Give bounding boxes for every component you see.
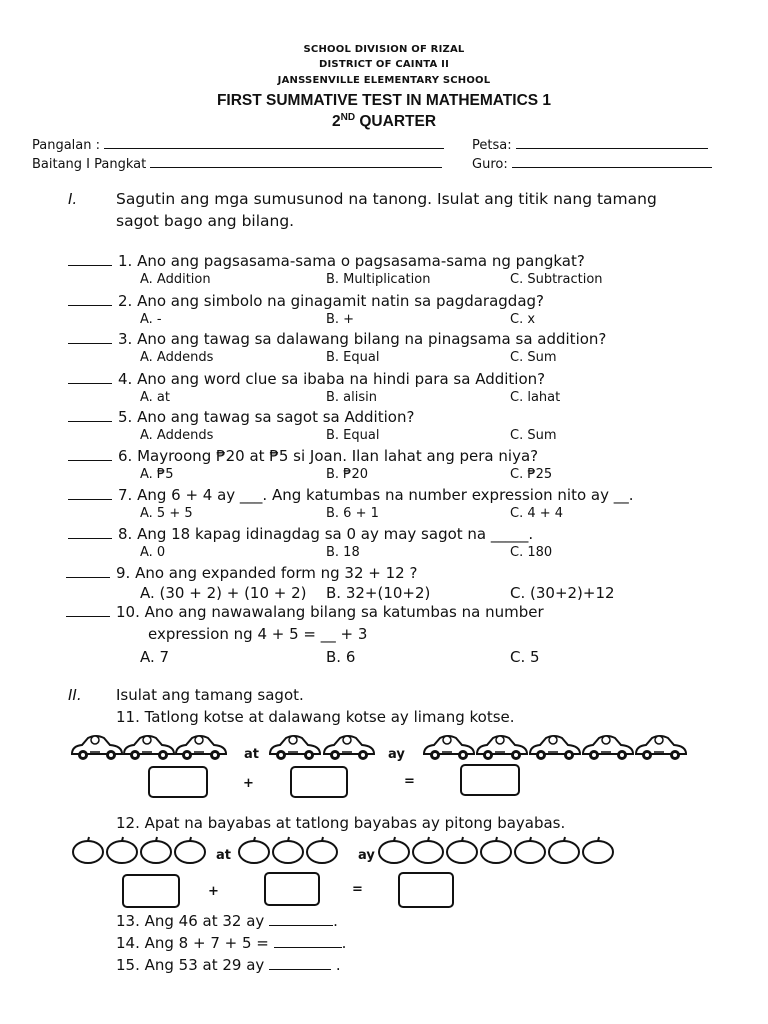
answer-blank-3[interactable]	[68, 330, 112, 344]
question-text: 3. Ano ang tawag sa dalawang bilang na pinagsama sa addition?	[118, 330, 607, 348]
question-text: 4. Ano ang word clue sa ibaba na hindi para sa Addition?	[118, 370, 546, 388]
question-14-text: 14. Ang 8 + 7 + 5 =	[116, 934, 269, 952]
teacher-blank[interactable]	[512, 155, 712, 168]
choice-b[interactable]: B. +	[326, 312, 355, 327]
guava-icon	[447, 837, 477, 863]
question-12: 12. Apat na bayabas at tatlong bayabas ay pitong bayabas.	[116, 814, 566, 832]
choice-b[interactable]: B. Multiplication	[326, 272, 431, 287]
choice-c[interactable]: C. 4 + 4	[510, 506, 564, 521]
choice-a[interactable]: A. Addition	[140, 272, 211, 287]
guava-icon	[481, 837, 511, 863]
plus-sign-11: +	[243, 776, 254, 791]
answer-blank-15[interactable]	[269, 956, 331, 970]
choice-c[interactable]: C. ₱25	[510, 467, 553, 482]
guava-icon	[379, 837, 409, 863]
guava-icon	[549, 837, 579, 863]
name-label: Pangalan :	[32, 138, 101, 153]
question-text: 10. Ano ang nawawalang bilang sa katumbas na number	[116, 603, 544, 621]
choice-b[interactable]: B. Equal	[326, 350, 380, 365]
district-name: DISTRICT OF CAINTA II	[319, 59, 449, 70]
answer-blank-2[interactable]	[68, 292, 112, 306]
choice-b[interactable]: B. 6	[326, 648, 356, 666]
word-ay-11: ay	[388, 747, 405, 762]
question-14	[116, 934, 346, 952]
teacher-label: Guro:	[472, 157, 508, 172]
name-field	[32, 136, 444, 153]
car-icon	[424, 736, 474, 760]
answer-blank-13[interactable]	[269, 912, 333, 926]
answer-box-12a[interactable]	[122, 874, 180, 908]
guava-icon	[515, 837, 545, 863]
question-8	[68, 525, 533, 543]
choice-b[interactable]: B. 18	[326, 545, 360, 560]
quarter-number: 2	[331, 113, 341, 131]
choice-c[interactable]: C. lahat	[510, 390, 561, 405]
part1-instruction: Sagutin ang mga sumusunod na tanong. Isulat ang titik nang tamang sagot bago ang bilang.	[116, 190, 657, 230]
answer-blank-1[interactable]	[68, 252, 112, 266]
question-13	[116, 912, 338, 930]
question-text: 9. Ano ang expanded form ng 32 + 12 ?	[116, 564, 418, 582]
quarter-word: QUARTER	[359, 113, 437, 131]
question-text: 6. Mayroong ₱20 at ₱5 si Joan. Ilan lahat ang pera niya?	[118, 447, 539, 465]
choice-b[interactable]: B. alisin	[326, 390, 377, 405]
choice-c[interactable]: C. (30+2)+12	[510, 584, 615, 602]
guava-icon	[413, 837, 443, 863]
test-title: FIRST SUMMATIVE TEST IN MATHEMATICS 1	[216, 92, 552, 109]
plus-sign-12: +	[208, 884, 219, 899]
question-text: 7. Ang 6 + 4 ay ___. Ang katumbas na number expression nito ay __.	[118, 486, 634, 504]
name-blank[interactable]	[104, 136, 444, 149]
word-at-11: at	[244, 747, 259, 762]
answer-blank-8[interactable]	[68, 525, 112, 539]
choice-a[interactable]: A. ₱5	[140, 467, 174, 482]
choice-c[interactable]: C. 180	[510, 545, 553, 560]
question-13-text: 13. Ang 46 at 32 ay	[116, 912, 265, 930]
car-icon	[324, 736, 374, 760]
answer-blank-6[interactable]	[68, 447, 112, 461]
question-2	[68, 292, 544, 310]
answer-box-11a[interactable]	[148, 766, 208, 798]
part2-instruction: Isulat ang tamang sagot.	[116, 686, 304, 704]
choice-a[interactable]: A. 7	[140, 648, 170, 666]
car-icon	[530, 736, 580, 760]
choice-a[interactable]: A. at	[140, 390, 170, 405]
answer-blank-4[interactable]	[68, 370, 112, 384]
question-9	[66, 564, 417, 582]
answer-blank-5[interactable]	[68, 408, 112, 422]
guava-icon	[583, 837, 613, 863]
answer-box-11b[interactable]	[290, 766, 348, 798]
question-5	[68, 408, 414, 426]
car-group-2	[268, 732, 380, 762]
car-group-3	[70, 732, 230, 762]
grade-field	[32, 155, 442, 172]
question-10	[66, 603, 544, 621]
choice-c[interactable]: C. Sum	[510, 350, 557, 365]
guava-icon	[175, 837, 205, 863]
question-4	[68, 370, 545, 388]
word-ay-12: ay	[358, 848, 375, 863]
choice-b[interactable]: B. Equal	[326, 428, 380, 443]
answer-box-12b[interactable]	[264, 872, 320, 906]
question-3	[68, 330, 606, 348]
choice-a[interactable]: A. 5 + 5	[140, 506, 193, 521]
guava-icon	[73, 837, 103, 863]
car-icon	[583, 736, 633, 760]
quarter-suffix: ND	[340, 112, 356, 123]
word-at-12: at	[216, 848, 231, 863]
answer-blank-9[interactable]	[66, 564, 110, 578]
question-6	[68, 447, 538, 465]
question-15-text: 15. Ang 53 at 29 ay	[116, 956, 265, 974]
question-15	[116, 956, 341, 974]
choice-b[interactable]: B. 6 + 1	[326, 506, 379, 521]
choice-c[interactable]: C. x	[510, 312, 536, 327]
grade-label: Baitang I Pangkat	[32, 157, 147, 172]
question-14-end: .	[341, 934, 347, 952]
division-name: SCHOOL DIVISION OF RIZAL	[303, 44, 465, 55]
school-name: JANSSENVILLE ELEMENTARY SCHOOL	[277, 75, 491, 86]
question-text: 2. Ano ang simbolo na ginagamit natin sa pagdaragdag?	[118, 292, 545, 310]
car-icon	[636, 736, 686, 760]
car-icon	[124, 736, 174, 760]
choice-a[interactable]: A. -	[140, 312, 162, 327]
choice-a[interactable]: A. Addends	[140, 350, 214, 365]
question-text: 1. Ano ang pagsasama-sama o pagsasama-sama ng pangkat?	[118, 252, 585, 270]
equals-sign-11: =	[404, 774, 415, 789]
choice-c[interactable]: C. Subtraction	[510, 272, 603, 287]
choice-a[interactable]: A. 0	[140, 545, 166, 560]
answer-box-11c[interactable]	[460, 764, 520, 796]
choice-c[interactable]: C. 5	[510, 648, 540, 666]
guava-icon	[107, 837, 137, 863]
car-icon	[270, 736, 320, 760]
choice-a[interactable]: A. (30 + 2) + (10 + 2)	[140, 584, 307, 602]
guava-group-7	[378, 836, 616, 864]
grade-blank[interactable]	[150, 155, 442, 168]
answer-box-12c[interactable]	[398, 872, 454, 908]
guava-group-4	[72, 836, 212, 864]
question-13-end: .	[333, 912, 338, 930]
date-field	[472, 136, 708, 153]
guava-icon	[141, 837, 171, 863]
question-text: 8. Ang 18 kapag idinagdag sa 0 ay may sagot na _____.	[118, 525, 534, 543]
equals-sign-12: =	[352, 882, 363, 897]
car-icon	[72, 736, 122, 760]
question-11: 11. Tatlong kotse at dalawang kotse ay limang kotse.	[116, 708, 515, 726]
date-label: Petsa:	[472, 138, 512, 153]
question-text-continued: expression ng 4 + 5 = __ + 3	[148, 625, 368, 643]
teacher-field	[472, 155, 712, 172]
choice-a[interactable]: A. Addends	[140, 428, 214, 443]
guava-icon	[273, 837, 303, 863]
part2-numeral: II.	[68, 686, 82, 704]
choice-b[interactable]: B. ₱20	[326, 467, 368, 482]
guava-icon	[307, 837, 337, 863]
answer-blank-10[interactable]	[66, 603, 110, 617]
part1-numeral: I.	[68, 190, 78, 208]
question-1	[68, 252, 585, 270]
quarter-label	[0, 112, 768, 131]
choice-c[interactable]: C. Sum	[510, 428, 557, 443]
date-blank[interactable]	[516, 136, 708, 149]
question-7	[68, 486, 634, 504]
guava-icon	[239, 837, 269, 863]
car-group-5	[422, 732, 692, 762]
answer-blank-14[interactable]	[274, 934, 342, 948]
question-15-end: .	[331, 956, 341, 974]
question-text: 5. Ano ang tawag sa sagot sa Addition?	[118, 408, 415, 426]
answer-blank-7[interactable]	[68, 486, 112, 500]
car-icon	[176, 736, 226, 760]
car-icon	[477, 736, 527, 760]
choice-b[interactable]: B. 32+(10+2)	[326, 584, 431, 602]
guava-group-3	[238, 836, 338, 864]
